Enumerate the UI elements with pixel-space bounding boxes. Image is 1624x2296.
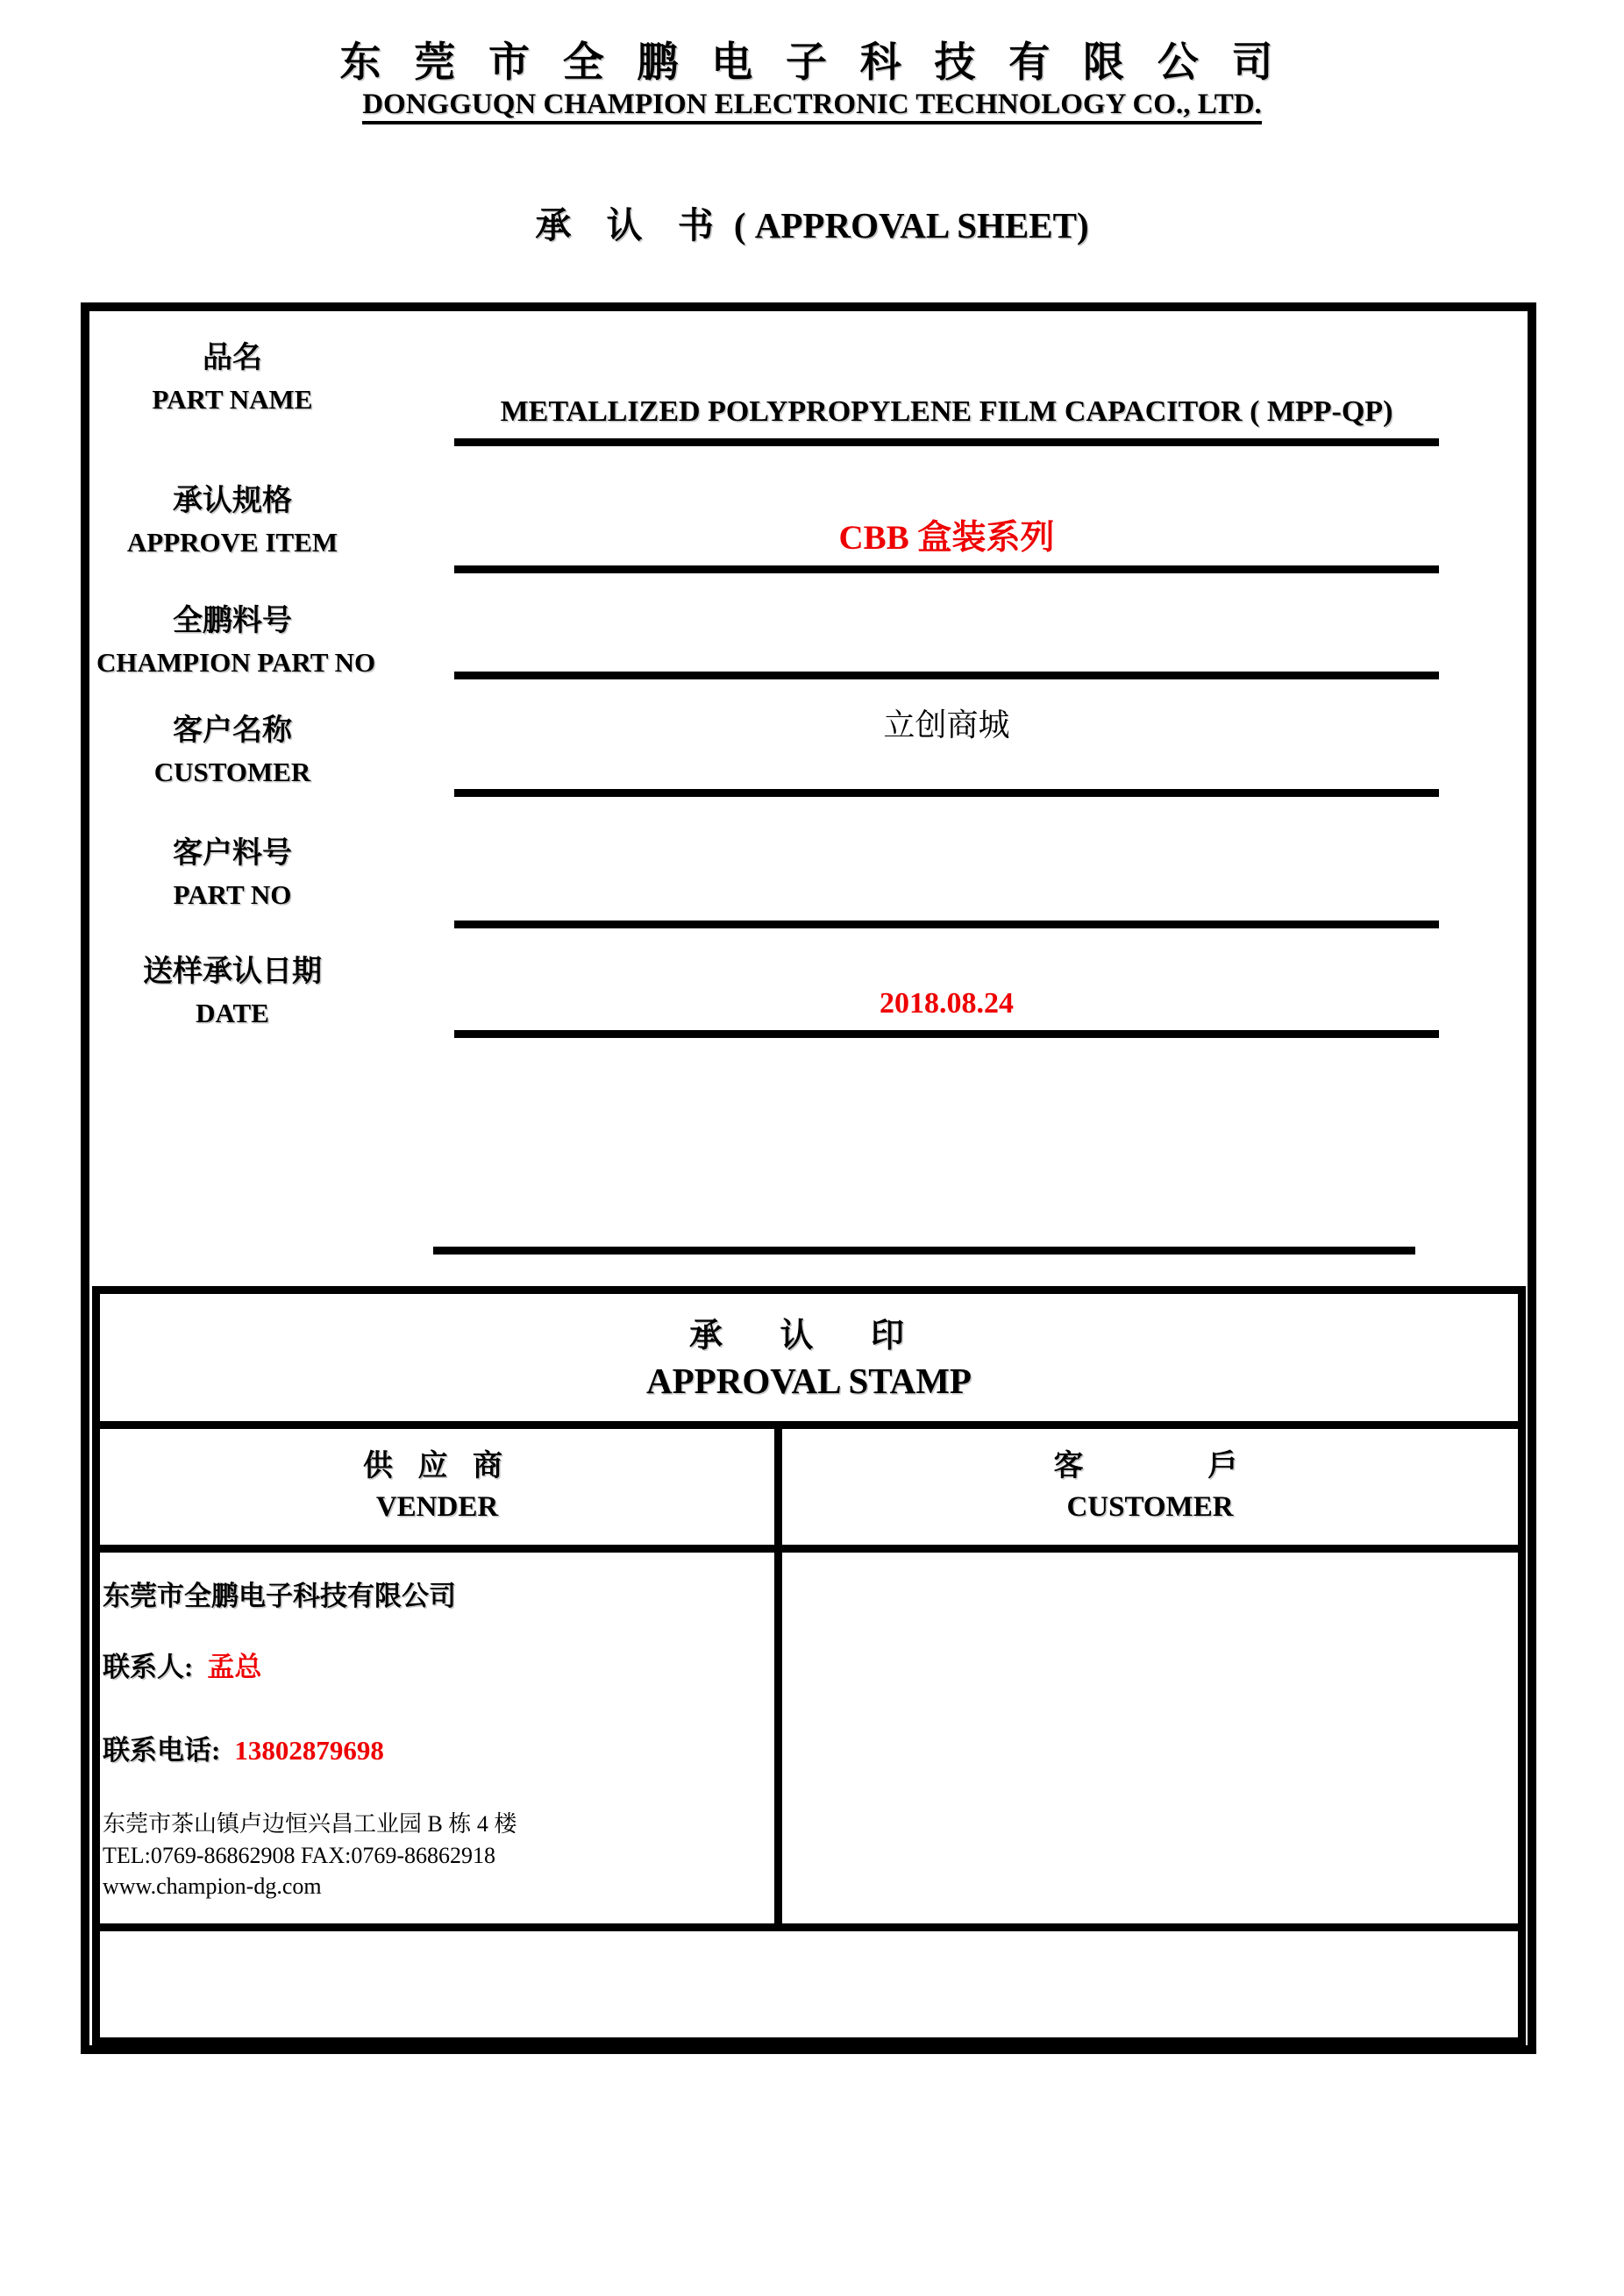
vendor-phone-number: 13802879698 (234, 1735, 384, 1766)
stamp-bottom-spacer (100, 1931, 1518, 2037)
company-name-cn: 东 莞 市 全 鹏 电 子 科 技 有 限 公 司 (339, 40, 1285, 86)
field-value (454, 878, 1439, 921)
field-underline (454, 700, 1439, 797)
approval-stamp-box (92, 1286, 1526, 2045)
sheet-title-cn: 承 认 书 (535, 205, 727, 245)
field-underline (454, 629, 1439, 679)
stamp-header-row (100, 1429, 1518, 1553)
field-label (96, 333, 368, 416)
field-label (96, 596, 376, 679)
field-label-en: PART NO (173, 879, 292, 910)
company-name-en-text: DONGGUQN CHAMPION ELECTRONIC TECHNOLOGY CO., LTD. (362, 89, 1262, 124)
field-row-part-name (96, 333, 1447, 446)
company-name-en (0, 89, 1624, 121)
field-value: 2018.08.24 (880, 987, 1014, 1020)
field-label (96, 828, 368, 911)
field-row-customer (96, 706, 1447, 797)
approval-stamp-title (100, 1294, 1518, 1429)
field-label-cn: 送样承认日期 (143, 956, 322, 988)
vendor-website: www.champion-dg.com (103, 1873, 322, 1899)
field-underline (454, 510, 1439, 573)
field-label-en: DATE (196, 998, 269, 1028)
vender-header-cell (100, 1429, 782, 1545)
field-label-cn: 承认规格 (173, 485, 292, 517)
blank-signature-line (433, 1247, 1415, 1255)
field-row-approve-item (96, 476, 1447, 573)
customer-header-cell (782, 1429, 1518, 1545)
field-value: 立创商城 (883, 707, 1010, 743)
field-row-champion-part-no (96, 596, 1447, 679)
approval-stamp-title-cn: 承 认 印 (688, 1318, 929, 1354)
sheet-title-en: ( APPROVAL SHEET) (733, 205, 1089, 245)
vendor-address: 东莞市茶山镇卢边恒兴昌工业园 B 栋 4 楼 (103, 1811, 517, 1837)
vendor-contact-name: 孟总 (207, 1652, 262, 1682)
vendor-phone-label: 联系电话: (103, 1735, 221, 1766)
field-underline (454, 878, 1439, 928)
field-label (96, 947, 368, 1029)
vendor-contact-label: 联系人: (103, 1652, 194, 1682)
field-label-cn: 客户料号 (173, 837, 292, 870)
vendor-phone-line (103, 1728, 774, 1767)
field-label-cn: 客户名称 (173, 714, 292, 747)
stamp-body-row (100, 1553, 1518, 1931)
field-label-cn: 品名 (203, 342, 262, 374)
field-label-en: CHAMPION PART NO (96, 647, 376, 678)
field-value: METALLIZED POLYPROPYLENE FILM CAPACITOR ( MPP-QP) (500, 395, 1393, 428)
customer-stamp-cell (782, 1553, 1518, 1923)
sheet-title (0, 196, 1624, 248)
vendor-tel-fax: TEL:0769-86862908 FAX:0769-86862918 (103, 1843, 495, 1868)
vender-stamp-cell (100, 1553, 782, 1923)
field-label-en: PART NAME (152, 384, 313, 415)
field-label (96, 476, 368, 558)
field-underline (454, 987, 1439, 1038)
customer-label-cn: 客 戶 (1053, 1450, 1247, 1482)
approval-stamp-title-en: APPROVAL STAMP (646, 1361, 972, 1401)
field-label-en: APPROVE ITEM (126, 527, 338, 558)
field-row-part-no (96, 828, 1447, 928)
field-row-date (96, 947, 1447, 1038)
customer-label-en: CUSTOMER (1066, 1491, 1234, 1523)
field-label-en: CUSTOMER (153, 757, 311, 787)
field-value: CBB 盒装系列 (838, 519, 1055, 557)
vender-label-cn: 供 应 商 (363, 1450, 511, 1482)
vendor-contact-line (103, 1645, 774, 1684)
field-underline (454, 395, 1439, 446)
field-value (454, 629, 1439, 672)
vendor-company-name: 东莞市全鹏电子科技有限公司 (103, 1581, 456, 1611)
field-label (96, 706, 368, 788)
field-label-cn: 全鹏料号 (173, 605, 292, 637)
vender-label-en: VENDER (375, 1491, 499, 1523)
